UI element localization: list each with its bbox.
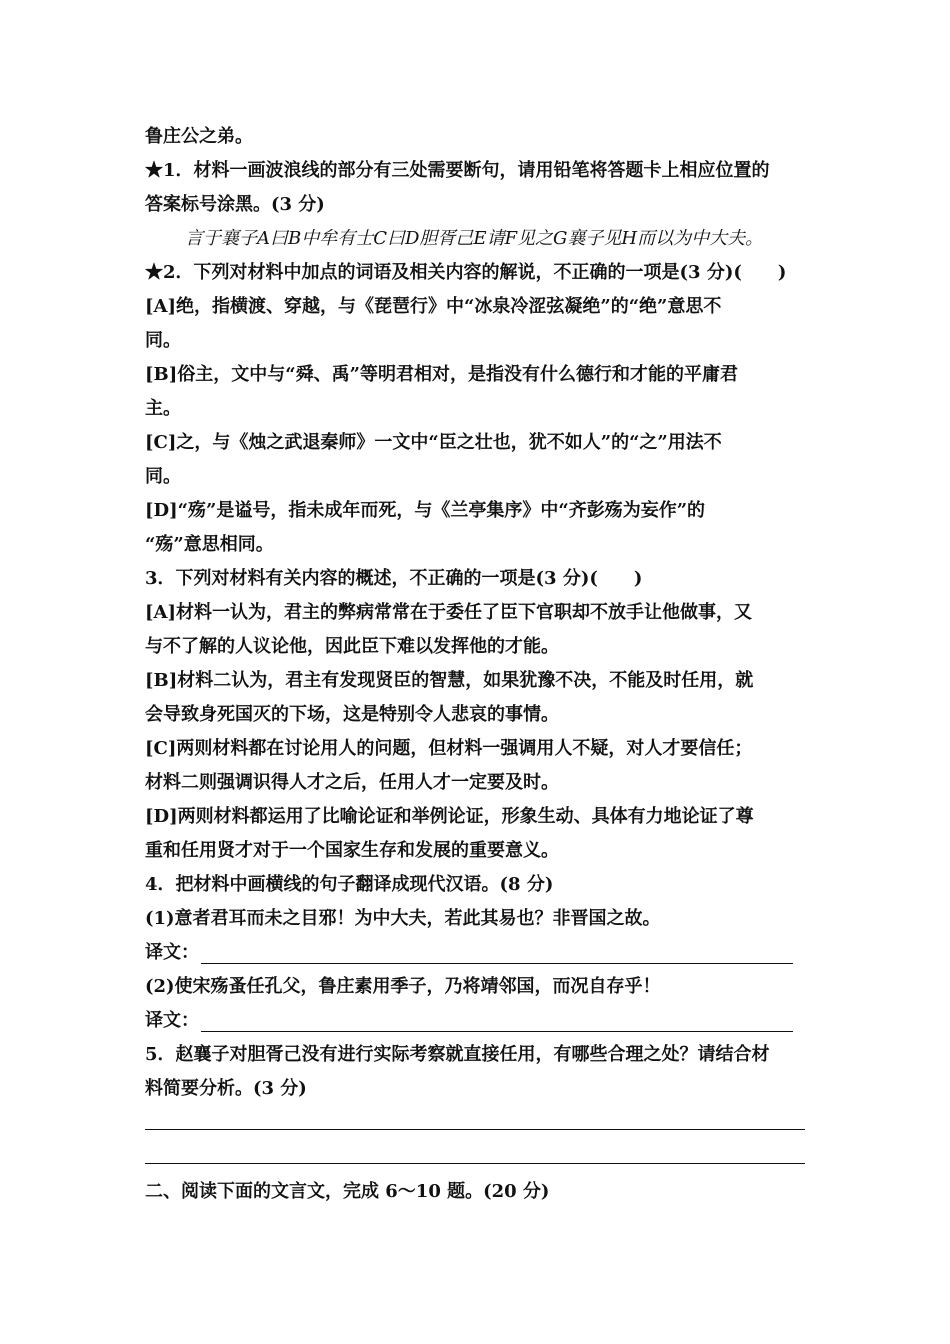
sentence-break-passage: 言于襄子A曰B中牟有士C曰D胆胥己E请F见之G襄子见H而以为中大夫。 [185,228,764,249]
option-a: [A]材料一认为，君主的弊病常常在于委任了臣下官职却不放手让他做事，又 [145,602,752,623]
answer-blank[interactable] [201,945,793,964]
answer-line-2 [145,1010,810,1032]
text-line: 会导致身死国灭的下场，这是特别令人悲哀的事情。 [145,704,559,725]
text-line: 同。 [145,466,181,487]
question-5: 5．赵襄子对胆胥己没有进行实际考察就直接任用，有哪些合理之处？请结合材 [145,1044,770,1065]
option-d: [D]“殇”是谥号，指未成年而死，与《兰亭集序》中“齐彭殇为妄作”的 [145,500,706,521]
sub-question-2: (2)使宋殇蚤任孔父，鲁庄素用季子，乃将靖邻国，而况自存乎！ [145,976,661,997]
option-d: [D]两则材料都运用了比喻论证和举例论证，形象生动、具体有力地论证了尊 [145,806,754,827]
text-line: 与不了解的人议论他，因此臣下难以发挥他的才能。 [145,636,559,657]
question-2: ★2．下列对材料中加点的词语及相关内容的解说，不正确的一项是(3 分)( ) [145,262,787,283]
sub-question-1: (1)意者君耳而未之目邪！为中大夫，若此其易也？非晋国之故。 [145,908,661,929]
text-line: 主。 [145,398,181,419]
answer-blank[interactable] [201,1013,793,1032]
answer-rule[interactable] [145,1163,805,1164]
section-heading: 二、阅读下面的文言文，完成 6～10 题。(20 分) [145,1181,550,1202]
text-line: “殇”意思相同。 [145,534,274,555]
option-c: [C]之，与《烛之武退秦师》一文中“臣之壮也，犹不如人”的“之”用法不 [145,432,722,453]
option-b: [B]材料二认为，君主有发现贤臣的智慧，如果犹豫不决，不能及时任用，就 [145,670,754,691]
answer-label: 译文： [145,942,199,963]
text-line: 同。 [145,330,181,351]
question-1: ★1．材料一画波浪线的部分有三处需要断句，请用铅笔将答题卡上相应位置的 [145,160,770,181]
text-line: 材料二则强调识得人才之后，任用人才一定要及时。 [145,772,559,793]
answer-rule[interactable] [145,1129,805,1130]
text-line: 鲁庄公之弟。 [145,126,253,147]
text-line: 重和任用贤才对于一个国家生存和发展的重要意义。 [145,840,559,861]
text-line: 答案标号涂黑。(3 分) [145,194,325,215]
question-4: 4．把材料中画横线的句子翻译成现代汉语。(8 分) [145,874,554,895]
option-c: [C]两则材料都在讨论用人的问题，但材料一强调用人不疑，对人才要信任； [145,738,753,759]
question-3: 3．下列对材料有关内容的概述，不正确的一项是(3 分)( ) [145,568,643,589]
option-b: [B]俗主，文中与“舜、禹”等明君相对，是指没有什么德行和才能的平庸君 [145,364,738,385]
option-a: [A]绝，指横渡、穿越，与《琵琶行》中“冰泉冷涩弦凝绝”的“绝”意思不 [145,296,722,317]
answer-label: 译文： [145,1010,199,1031]
answer-line-1 [145,942,810,964]
text-line: 料简要分析。(3 分) [145,1078,307,1099]
